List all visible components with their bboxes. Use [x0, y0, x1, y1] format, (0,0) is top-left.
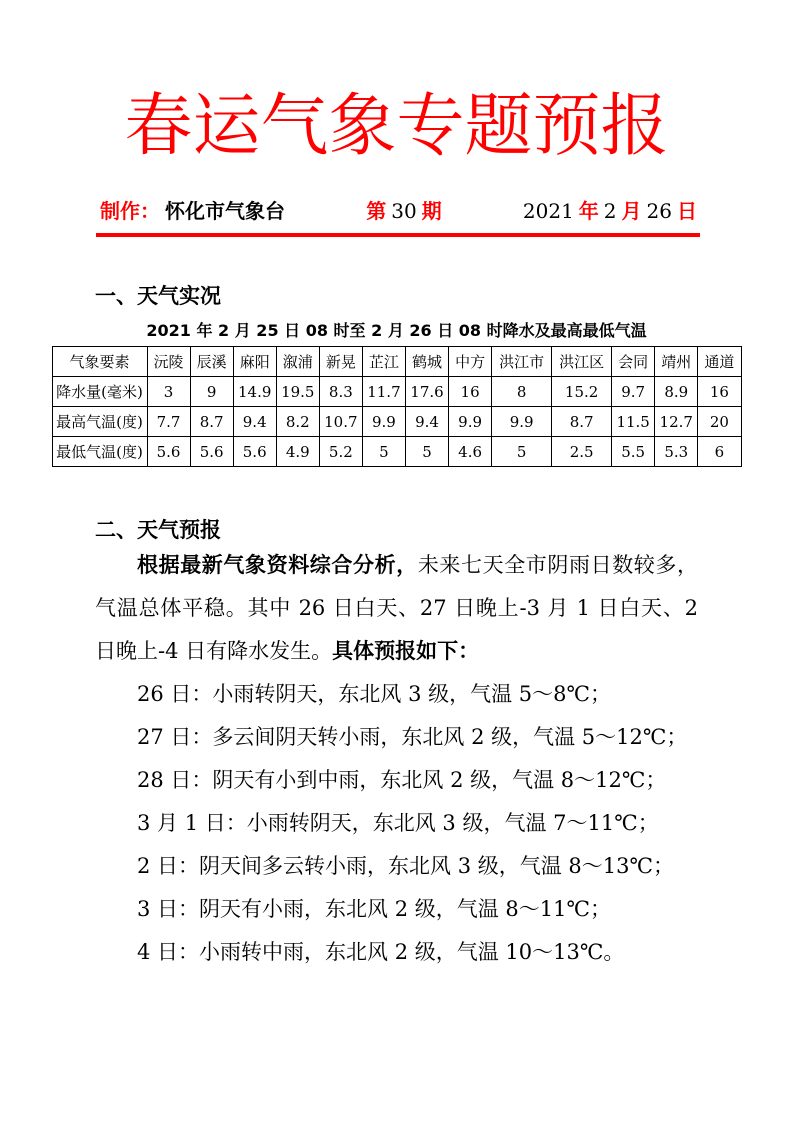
document-title: 春运气象专题预报 [124, 87, 669, 166]
masthead-maker [100, 195, 285, 224]
table-cell-value: 4.6 [449, 437, 492, 467]
table-cell-value: 9.7 [612, 377, 655, 407]
table-cell-value: 4.9 [276, 437, 319, 467]
column-header-station: 靖州 [655, 347, 698, 377]
table-cell-value: 5.6 [190, 437, 233, 467]
table-cell-value: 8.7 [190, 407, 233, 437]
column-header-station: 洪江区 [552, 347, 612, 377]
forecast-list [0, 673, 793, 974]
table-cell-value: 8.9 [655, 377, 698, 407]
row-label: 最高气温(度) [52, 407, 147, 437]
row-label: 降水量(毫米) [52, 377, 147, 407]
column-header-station: 中方 [449, 347, 492, 377]
table-cell-value: 15.2 [552, 377, 612, 407]
column-header-station: 会同 [612, 347, 655, 377]
masthead [100, 195, 697, 224]
table-cell-value: 7.7 [147, 407, 190, 437]
forecast-line: 4 日：小雨转中雨，东北风 2 级，气温 10～13℃。 [137, 940, 625, 965]
forecast-intro-lead: 根据最新气象资料综合分析， [137, 553, 418, 578]
table-cell-value: 8.7 [552, 407, 612, 437]
weather-table [52, 346, 742, 467]
date-month-unit: 月 [621, 198, 642, 223]
table-cell-value: 8.3 [319, 377, 362, 407]
column-header-station: 溆浦 [276, 347, 319, 377]
table-cell-value: 16 [698, 377, 741, 407]
table-cell-value: 3 [147, 377, 190, 407]
table-cell-value: 5.3 [655, 437, 698, 467]
maker-value: 怀化市气象台 [165, 198, 285, 223]
table-cell-value: 17.6 [405, 377, 448, 407]
table-cell-value: 14.9 [233, 377, 276, 407]
table-cell-value: 5 [362, 437, 405, 467]
table-cell-value: 9.9 [492, 407, 552, 437]
column-header-station: 辰溪 [190, 347, 233, 377]
table-cell-value: 10.7 [319, 407, 362, 437]
table-cell-value: 5 [492, 437, 552, 467]
table-row [52, 407, 741, 437]
forecast-line: 28 日：阴天有小到中雨，东北风 2 级，气温 8～12℃； [137, 768, 667, 793]
table-cell-value: 5.6 [233, 437, 276, 467]
table-cell-value: 9.9 [362, 407, 405, 437]
masthead-divider-line [96, 233, 700, 237]
section-heading-forecast: 二、天气预报 [95, 518, 221, 543]
row-label: 最低气温(度) [52, 437, 147, 467]
table-row [52, 377, 741, 407]
table-cell-value: 9.4 [233, 407, 276, 437]
table-cell-value: 5 [405, 437, 448, 467]
table-cell-value: 16 [449, 377, 492, 407]
table-cell-value: 5.2 [319, 437, 362, 467]
forecast-intro-tail: 具体预报如下： [332, 639, 480, 664]
table-cell-value: 20 [698, 407, 741, 437]
column-header-station: 洪江市 [492, 347, 552, 377]
column-header-station: 麻阳 [233, 347, 276, 377]
table-cell-value: 12.7 [655, 407, 698, 437]
table-row [52, 437, 741, 467]
forecast-line: 26 日：小雨转阴天，东北风 3 级，气温 5～8℃； [137, 682, 611, 707]
table-cell-value: 9.4 [405, 407, 448, 437]
section-heading-weather-report: 一、天气实况 [95, 283, 221, 308]
table-cell-value: 9 [190, 377, 233, 407]
forecast-line: 27 日：多云间阴天转小雨，东北风 2 级，气温 5～12℃； [137, 725, 688, 750]
maker-label: 制作： [100, 198, 160, 223]
column-header-station: 沅陵 [147, 347, 190, 377]
forecast-intro-paragraph [95, 544, 698, 673]
forecast-line: 3 日：阴天有小雨，东北风 2 级，气温 8～11℃； [137, 897, 611, 922]
table-cell-value: 11.5 [612, 407, 655, 437]
forecast-line: 2 日：阴天间多云转小雨，东北风 3 级，气温 8～13℃； [137, 854, 674, 879]
table-cell-value: 8 [492, 377, 552, 407]
date-day: 26 [646, 198, 672, 223]
date-month: 2 [603, 198, 617, 223]
column-header-station: 鹤城 [405, 347, 448, 377]
date-day-unit: 日 [676, 198, 697, 223]
table-cell-value: 19.5 [276, 377, 319, 407]
table-cell-value: 8.2 [276, 407, 319, 437]
masthead-issue [366, 195, 441, 224]
table-cell-value: 5.6 [147, 437, 190, 467]
table-cell-value: 9.9 [449, 407, 492, 437]
issue-number: 30 [391, 198, 417, 223]
issue-suffix: 期 [421, 198, 442, 223]
column-header-station: 芷江 [362, 347, 405, 377]
weather-table-header-row [52, 347, 741, 377]
table-cell-value: 2.5 [552, 437, 612, 467]
column-header-factor: 气象要素 [52, 347, 147, 377]
table-cell-value: 6 [698, 437, 741, 467]
forecast-intro-body: 未来七天全市阴雨日数较多，气温总体平稳。其中 26 日白天、27 日晚上-3 月 1 日白天、2 日晚上-4 日有降水发生。 [95, 553, 699, 664]
column-header-station: 新晃 [319, 347, 362, 377]
weather-table-title: 2021 年 2 月 25 日 08 时至 2 月 26 日 08 时降水及最高最低气温 [146, 321, 647, 341]
date-year-unit: 年 [578, 198, 599, 223]
column-header-station: 通道 [698, 347, 741, 377]
forecast-line: 3 月 1 日：小雨转阴天，东北风 3 级，气温 7～11℃； [137, 811, 659, 836]
table-cell-value: 5.5 [612, 437, 655, 467]
table-cell-value: 11.7 [362, 377, 405, 407]
issue-prefix: 第 [366, 198, 387, 223]
masthead-date [523, 195, 697, 224]
date-year: 2021 [522, 198, 574, 223]
